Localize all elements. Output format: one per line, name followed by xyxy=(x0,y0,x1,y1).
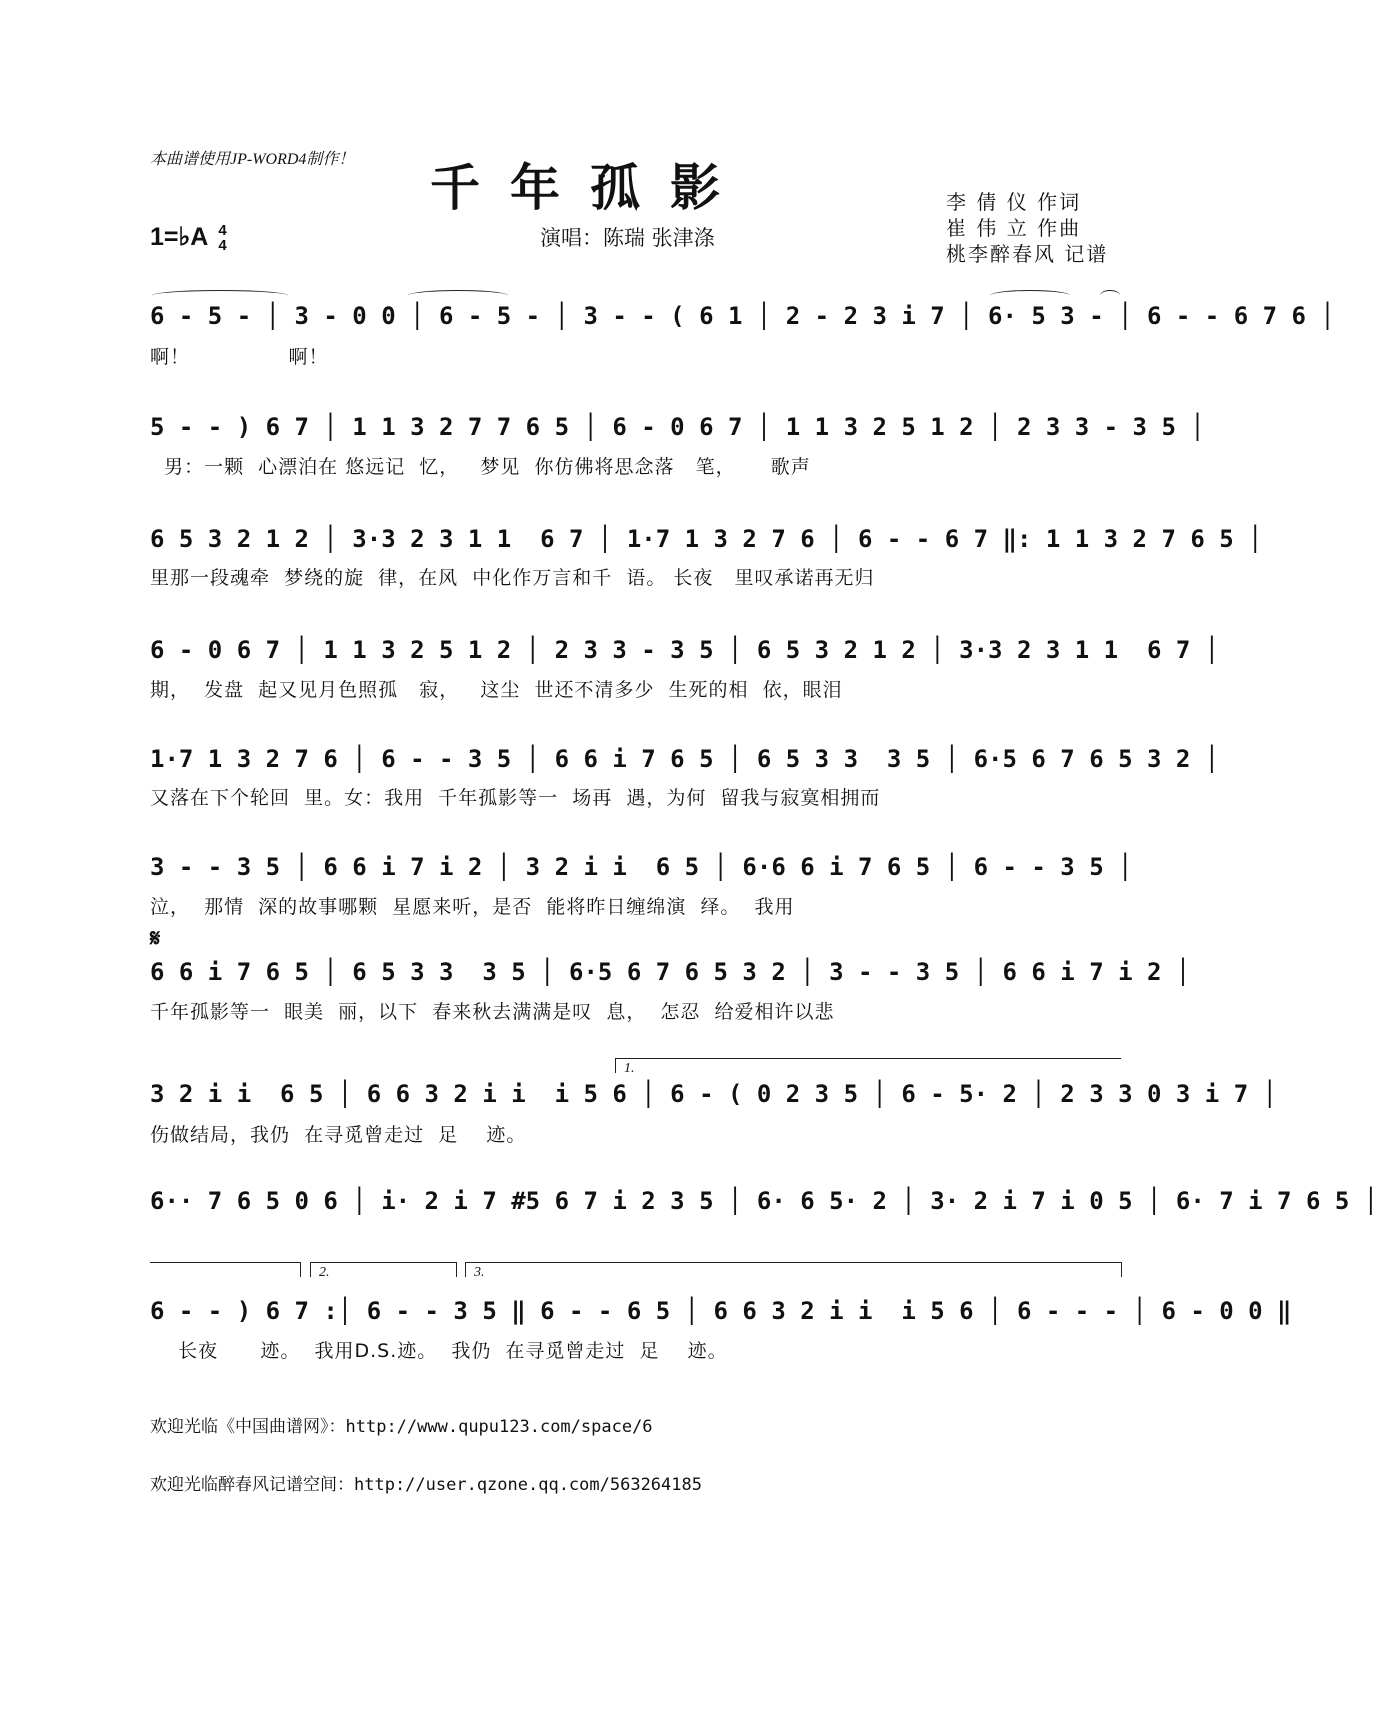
lyrics-line-7: 千年孤影等一 眼美 丽，以下 春来秋去满满是叹 息， 怎忍 给爱相许以悲 xyxy=(150,1001,835,1023)
volta-bracket-first-end xyxy=(150,1262,301,1277)
lyrics-line-3: 里那一段魂牵 梦绕的旋 律，在风 中化作万言和千 语。 长夜 里叹承诺再无归 xyxy=(150,567,875,589)
footer-link-qzone[interactable]: 欢迎光临醉春风记谱空间：http://user.qzone.qq.com/563264185 xyxy=(150,1475,702,1495)
notation-line-8: 3 2 i i 6 5 │ 6 6 3 2 i i i 5 6 │ 6 - ( 0 2 3 5 │ 6 - 5· 2 │ 2 3 3 0 3 i 7 │ xyxy=(150,1080,1278,1108)
volta-bracket-third: 3. xyxy=(465,1262,1122,1277)
notation-line-5: 1·7 1 3 2 7 6 │ 6 - - 3 5 │ 6 6 i 7 6 5 │ 6 5 3 3 3 5 │ 6·5 6 7 6 5 3 2 │ xyxy=(150,745,1220,773)
notation-line-4: 6 - 0 6 7 │ 1 1 3 2 5 1 2 │ 2 3 3 - 3 5 │ 6 5 3 2 1 2 │ 3·3 2 3 1 1 6 7 │ xyxy=(150,636,1220,664)
lyrics-line-2: 男：一颗 心漂泊在 悠远记 忆， 梦见 你仿佛将思念落 笔， 歌声 xyxy=(150,456,811,478)
lyricist-credit: 李 倩 仪 作词 xyxy=(946,190,1082,214)
singers: 演唱：陈瑞 张津涤 xyxy=(540,226,715,250)
lyrics-line-5: 又落在下个轮回 里。女：我用 千年孤影等一 场再 遇，为何 留我与寂寞相拥而 xyxy=(150,787,881,809)
footer-link-qupu[interactable]: 欢迎光临《中国曲谱网》：http://www.qupu123.com/space/6 xyxy=(150,1417,653,1437)
song-title: 千年孤影 xyxy=(430,158,750,217)
notation-line-9: 6·· 7 6 5 0 6 │ i· 2 i 7 #5 6 7 i 2 3 5 │ 6· 6 5· 2 │ 3· 2 i 7 i 0 5 │ 6· 7 i 7 6 5 │ xyxy=(150,1187,1378,1215)
volta-bracket-first: 1. xyxy=(615,1058,1121,1073)
notation-line-10: 6 - - ) 6 7 :│ 6 - - 3 5 ‖ 6 - - 6 5 │ 6 6 3 2 i i i 5 6 │ 6 - - - │ 6 - 0 0 ‖ xyxy=(150,1297,1292,1325)
lyrics-line-8: 伤做结局，我仍 在寻觅曾走过 足 迹。 xyxy=(150,1124,527,1146)
lyrics-line-4: 期， 发盘 起又见月色照孤 寂， 这尘 世还不清多少 生死的相 依，眼泪 xyxy=(150,679,843,701)
lyrics-line-10: 长夜 迹。 我用D.S.迹。 我仍 在寻觅曾走过 足 迹。 xyxy=(150,1340,728,1362)
lyrics-line-1: 啊！ 啊！ xyxy=(150,346,329,368)
tie-arc xyxy=(990,290,1070,301)
notation-line-3: 6 5 3 2 1 2 │ 3·3 2 3 1 1 6 7 │ 1·7 1 3 2 7 6 │ 6 - - 6 7 ‖: 1 1 3 2 7 6 5 │ xyxy=(150,525,1263,553)
time-top: 4 xyxy=(218,222,227,240)
tie-arc xyxy=(152,290,288,301)
time-signature xyxy=(218,223,226,253)
notation-line-6: 3 - - 3 5 │ 6 6 i 7 i 2 │ 3 2 i i 6 5 │ 6·6 6 i 7 6 5 │ 6 - - 3 5 │ xyxy=(150,853,1133,881)
notation-line-2: 5 - - ) 6 7 │ 1 1 3 2 7 7 6 5 │ 6 - 0 6 7 │ 1 1 3 2 5 1 2 │ 2 3 3 - 3 5 │ xyxy=(150,413,1205,441)
volta-bracket-second: 2. xyxy=(310,1262,457,1277)
segno-sign: 𝄋 xyxy=(150,924,161,952)
time-bottom: 4 xyxy=(218,237,227,255)
tie-arc xyxy=(1100,290,1120,301)
notation-line-1: 6 - 5 - │ 3 - 0 0 │ 6 - 5 - │ 3 - - ( 6 1 │ 2 - 2 3 i 7 │ 6· 5 3 - │ 6 - - 6 7 6 │ xyxy=(150,302,1335,330)
key-label: 1=♭A xyxy=(150,223,208,251)
transcriber-credit: 桃李醉春风 记谱 xyxy=(946,242,1109,266)
tie-arc xyxy=(408,290,508,301)
software-note: 本曲谱使用JP-WORD4制作！ xyxy=(150,151,355,168)
composer-credit: 崔 伟 立 作曲 xyxy=(946,216,1082,240)
notation-line-7: 6 6 i 7 6 5 │ 6 5 3 3 3 5 │ 6·5 6 7 6 5 3 2 │ 3 - - 3 5 │ 6 6 i 7 i 2 │ xyxy=(150,958,1191,986)
lyrics-line-6: 泣， 那情 深的故事哪颗 星愿来听，是否 能将昨日缠绵演 绎。 我用 xyxy=(150,896,795,918)
key-signature xyxy=(150,222,227,253)
